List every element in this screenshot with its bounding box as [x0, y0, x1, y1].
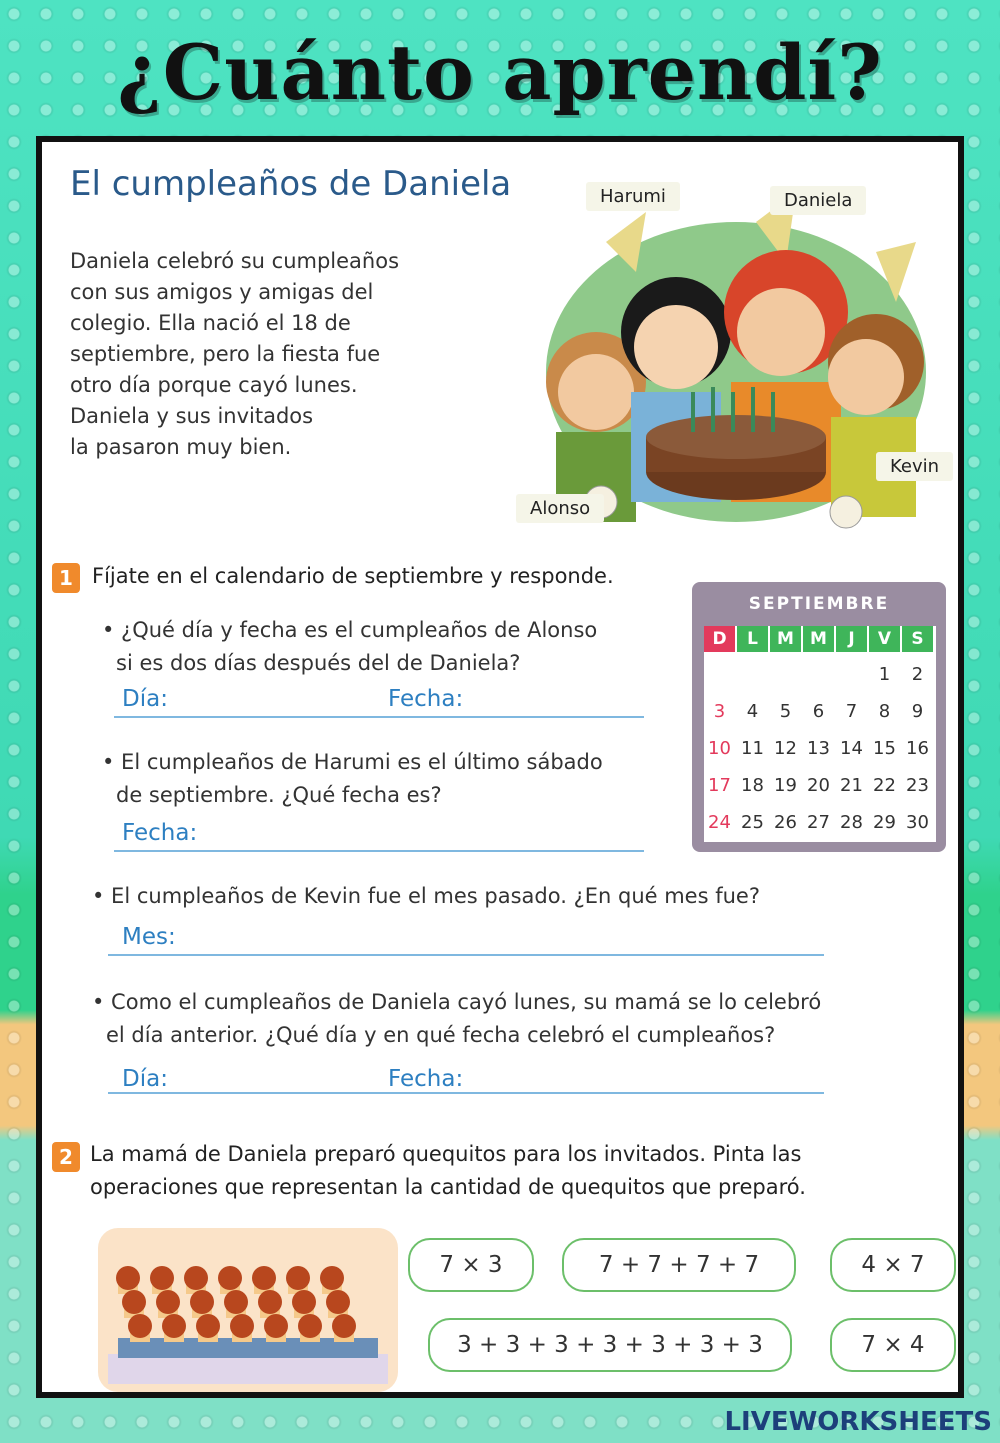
question-line: operaciones que representan la cantidad de quequitos que preparó. [90, 1175, 806, 1199]
calendar-day: 21 [840, 775, 863, 796]
cupcake-top [218, 1266, 242, 1290]
answer-label-fecha-1d: Fecha: [388, 1066, 464, 1092]
operation-option[interactable]: 3 + 3 + 3 + 3 + 3 + 3 + 3 [428, 1318, 792, 1372]
name-tag-harumi: Harumi [586, 182, 680, 211]
calendar-month: SEPTIEMBRE [748, 594, 890, 614]
calendar-day: 14 [840, 738, 863, 759]
calendar-day: 25 [741, 812, 764, 833]
story-line: con sus amigos y amigas del [70, 280, 374, 304]
operation-option[interactable]: 7 × 3 [408, 1238, 534, 1292]
cupcake-top [184, 1266, 208, 1290]
question-line: de septiembre. ¿Qué fecha es? [116, 783, 442, 807]
answer-label-fecha-1b: Fecha: [122, 820, 198, 846]
liveworksheets-logo: LIVEWORKSHEETS [724, 1407, 992, 1437]
cupcake-top [162, 1314, 186, 1338]
cupcake-top [292, 1290, 316, 1314]
question-2-prompt [90, 1138, 806, 1204]
cupcake-top [150, 1266, 174, 1290]
operation-option[interactable]: 4 × 7 [830, 1238, 956, 1292]
calendar-day: 4 [746, 701, 759, 722]
calendar-day: 15 [873, 738, 896, 759]
cupcake-top [116, 1266, 140, 1290]
question-1d-text [92, 986, 821, 1052]
calendar-grid [704, 626, 936, 842]
question-line: • El cumpleaños de Harumi es el último sábado [102, 750, 603, 774]
birthday-illustration [530, 182, 940, 532]
answer-line-1b[interactable] [114, 850, 644, 852]
calendar-day: 5 [779, 701, 792, 722]
question-line: • Como el cumpleaños de Daniela cayó lunes, su mamá se lo celebró [92, 990, 822, 1014]
answer-label-dia-1a: Día: [122, 686, 168, 712]
calendar-day: 8 [878, 701, 891, 722]
september-calendar [692, 582, 946, 852]
calendar-day: 27 [807, 812, 830, 833]
calendar-weekday: M [770, 626, 801, 652]
question-1-prompt: Fíjate en el calendario de septiembre y responde. [92, 564, 614, 588]
party-scene-image [536, 182, 926, 532]
calendar-weekday: J [836, 626, 867, 652]
operation-option[interactable]: 7 + 7 + 7 + 7 [562, 1238, 796, 1292]
calendar-day: 30 [906, 812, 929, 833]
operation-option[interactable]: 7 × 4 [830, 1318, 956, 1372]
calendar-weekday: S [902, 626, 933, 652]
name-tag-daniela: Daniela [770, 186, 866, 215]
story-line: Daniela celebró su cumpleaños [70, 249, 400, 273]
story-line: Daniela y sus invitados [70, 404, 314, 428]
story-title: El cumpleaños de Daniela [70, 164, 512, 204]
cupcake-top [224, 1290, 248, 1314]
story-line: otro día porque cayó lunes. [70, 373, 358, 397]
calendar-day: 18 [741, 775, 764, 796]
name-tag-alonso: Alonso [516, 494, 604, 523]
calendar-day: 3 [713, 701, 726, 722]
cupcake-top [122, 1290, 146, 1314]
cupcake-top [190, 1290, 214, 1314]
calendar-day: 11 [741, 738, 764, 759]
name-tag-kevin: Kevin [876, 452, 953, 481]
calendar-day: 24 [708, 812, 731, 833]
answer-line-1c[interactable] [108, 954, 824, 956]
question-1b-text [102, 746, 603, 812]
worksheet [36, 136, 964, 1398]
cupcake-top [320, 1266, 344, 1290]
calendar-day: 2 [911, 664, 924, 685]
cupcake-top [252, 1266, 276, 1290]
calendar-day: 6 [812, 701, 825, 722]
calendar-weekday: D [704, 626, 735, 652]
calendar-day: 28 [840, 812, 863, 833]
question-1c-text: • El cumpleaños de Kevin fue el mes pasado. ¿En qué mes fue? [92, 884, 760, 908]
calendar-day: 19 [774, 775, 797, 796]
cupcake-top [332, 1314, 356, 1338]
calendar-day: 20 [807, 775, 830, 796]
story-line: septiembre, pero la fiesta fue [70, 342, 381, 366]
question-1a-text [102, 614, 597, 680]
story-line: la pasaron muy bien. [70, 435, 292, 459]
cupcake-top [230, 1314, 254, 1338]
answer-line-1d[interactable] [108, 1092, 824, 1094]
cupcake-top [286, 1266, 310, 1290]
cupcake-top [264, 1314, 288, 1338]
calendar-weekday: L [737, 626, 768, 652]
question-line: si es dos días después del de Daniela? [116, 651, 521, 675]
calendar-day: 17 [708, 775, 731, 796]
calendar-day: 10 [708, 738, 731, 759]
calendar-day: 7 [845, 701, 858, 722]
cupcake-tray-image [98, 1228, 398, 1392]
question-2-badge: 2 [52, 1142, 80, 1172]
calendar-weekday: V [869, 626, 900, 652]
answer-label-fecha-1a: Fecha: [388, 686, 464, 712]
calendar-weekday: M [803, 626, 834, 652]
cupcake-top [258, 1290, 282, 1314]
calendar-day: 9 [911, 701, 924, 722]
page-title: ¿Cuánto aprendí? [117, 28, 883, 117]
question-1-badge: 1 [52, 563, 80, 593]
cupcake-top [128, 1314, 152, 1338]
calendar-day: 1 [878, 664, 891, 685]
question-line: • ¿Qué día y fecha es el cumpleaños de Alonso [102, 618, 598, 642]
cupcake-top [196, 1314, 220, 1338]
answer-label-mes-1c: Mes: [122, 924, 176, 950]
calendar-day: 23 [906, 775, 929, 796]
calendar-day: 13 [807, 738, 830, 759]
question-line: La mamá de Daniela preparó quequitos para los invitados. Pinta las [90, 1142, 802, 1166]
story-paragraph [70, 246, 450, 463]
answer-line-1a[interactable] [114, 716, 644, 718]
cupcake-top [156, 1290, 180, 1314]
cupcake-top [326, 1290, 350, 1314]
cupcake-top [298, 1314, 322, 1338]
story-line: colegio. Ella nació el 18 de [70, 311, 351, 335]
calendar-day: 16 [906, 738, 929, 759]
question-line: el día anterior. ¿Qué día y en qué fecha celebró el cumpleaños? [106, 1023, 776, 1047]
calendar-day: 29 [873, 812, 896, 833]
calendar-day: 26 [774, 812, 797, 833]
calendar-day: 12 [774, 738, 797, 759]
answer-label-dia-1d: Día: [122, 1066, 168, 1092]
calendar-day: 22 [873, 775, 896, 796]
